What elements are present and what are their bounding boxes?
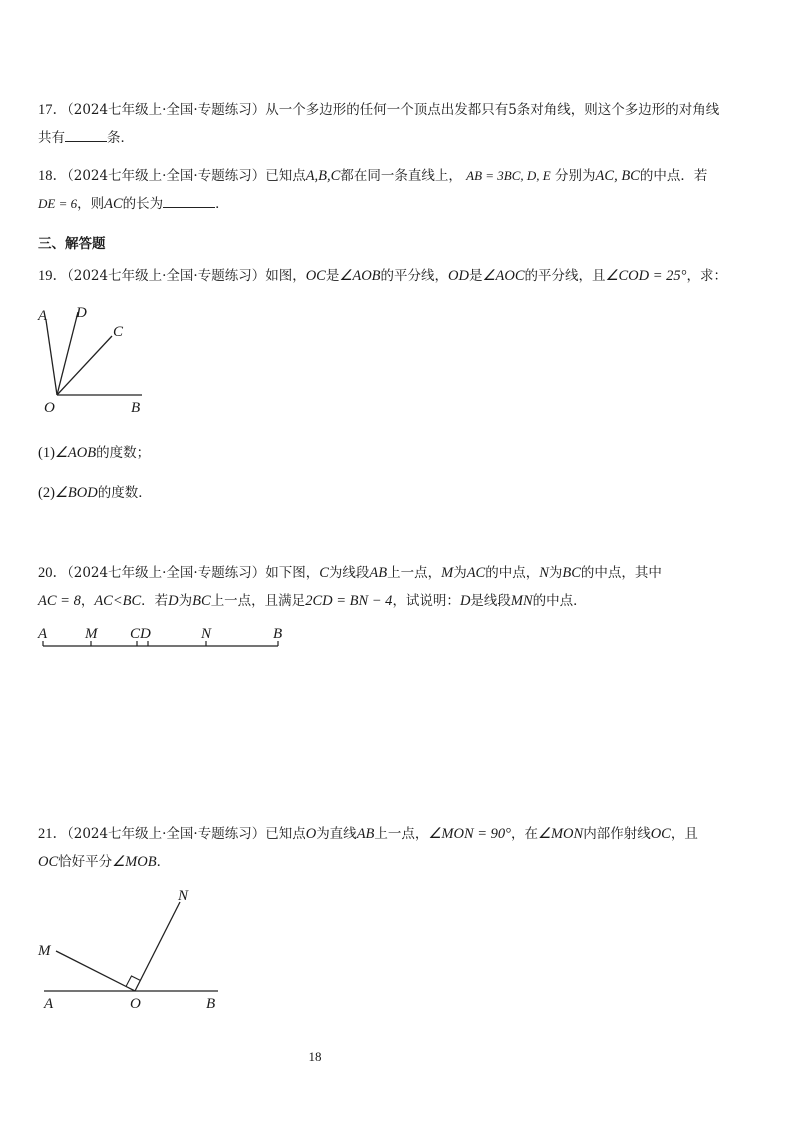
ray-om [56,951,135,991]
question-text: 上一点， [374,826,429,842]
question-text: 是线段 [470,593,511,609]
point-label-b: B [206,996,216,1012]
ray-oc [57,336,112,395]
question-text: ，则 [77,196,105,212]
q18-line2 [38,192,229,213]
point-label-a: A [38,308,48,324]
math-expression: D [459,593,471,609]
math-expression: A,B,C [305,168,341,184]
q21-line2 [38,850,170,871]
q19-part2 [38,481,152,502]
question-text: 内部作射线 [583,826,651,842]
ray-od [57,312,78,395]
math-expression: OC [650,826,671,842]
question-text: 为直线 [316,826,357,842]
question-source: （2024七年级上·全国·专题练习） [67,826,266,842]
question-text: 为 [548,565,563,581]
point-label-d: D [76,305,87,321]
question-text: 从一个多边形的任何一个顶点出发都只有5条对角线，则这个多边形的对角线 [265,102,720,118]
question-text: 的平分线，且 [524,268,606,284]
math-expression: AB [356,826,375,842]
math-expression: ∠MOB [112,854,157,870]
question-text: 为线段 [328,565,370,581]
math-expression: ∠AOB [54,445,97,461]
part-number: (2) [38,485,55,501]
q17-line1 [38,98,719,119]
math-expression: AB [369,565,388,581]
point-label-m: M [85,626,98,642]
question-text: 的平分线， [380,268,449,284]
point-label-o: O [44,400,55,416]
math-expression: ∠MON = 90° [428,826,511,842]
segment-figure-q20 [30,622,300,658]
question-number: 18． [38,168,67,184]
point-label-o: O [130,996,141,1012]
question-text: ． [156,854,171,870]
question-text: 的中点，其中 [580,565,662,581]
question-text: ，且 [670,826,698,842]
question-text: 上一点，且满足 [210,593,306,609]
math-expression: M [441,565,454,581]
question-text: 已知点 [265,826,306,842]
question-text: 的中点， [485,565,540,581]
math-expression: O [305,826,317,842]
question-text: 的中点． [532,593,587,609]
question-text: 恰好平分 [58,854,113,870]
question-text: 的度数． [97,485,152,501]
question-number: 17． [38,102,67,118]
point-label-m: M [38,943,51,959]
question-text: 上一点， [387,565,442,581]
question-text: 的长为 [122,196,164,212]
math-expression: BC [562,565,581,581]
math-expression: MN [510,593,533,609]
point-label-b: B [273,626,283,642]
math-expression: AC, BC [595,168,640,184]
question-text: 是 [469,268,483,284]
question-text: ．若 [141,593,169,609]
angle-figure-q19 [30,300,170,420]
math-expression: AC [466,565,486,581]
question-text: ． [215,196,229,212]
math-expression: ∠AOB [339,268,381,284]
q20-line2 [38,589,587,610]
q19-line1 [38,264,727,285]
question-text: ， [80,593,95,609]
math-expression: ∠AOC [482,268,525,284]
question-source: （2024七年级上·全国·专题练习） [67,168,266,184]
question-number: 21． [38,826,67,842]
question-text: 是 [325,268,340,284]
question-text: 条． [107,130,134,146]
math-expression: AC<BC [94,593,142,609]
point-label-cd: CD [130,626,151,642]
question-text: 为 [453,565,467,581]
question-text: 已知点 [265,168,306,184]
question-number: 20． [38,565,67,581]
math-expression: C [319,565,329,581]
math-expression: OC [305,268,326,284]
point-label-a: A [44,996,54,1012]
math-expression: OC [38,854,59,870]
question-text: 的中点．若 [639,168,708,184]
question-number: 19． [38,268,67,284]
ray-on [135,902,180,991]
question-source: （2024七年级上·全国·专题练习） [67,102,266,118]
point-label-n: N [178,888,189,904]
question-text: 为 [178,593,193,609]
math-expression: D [168,593,179,609]
question-text: 都在同一条直线上， [340,168,462,184]
point-label-a: A [38,626,48,642]
question-source: （2024七年级上·全国·专题练习） [67,268,266,284]
math-expression: 2CD = BN − 4 [305,593,393,609]
math-expression: ∠COD = 25° [605,268,687,284]
question-text: ，试说明： [392,593,460,609]
question-text: 的度数； [96,445,151,461]
section-heading: 三、解答题 [38,236,106,252]
question-text: 共有 [38,130,65,146]
math-expression: OD [448,268,469,284]
point-label-n: N [201,626,212,642]
question-text: ，求： [686,268,727,284]
question-text: 分别为 [555,168,596,184]
point-label-c: C [113,324,124,340]
q18-line1 [38,164,707,185]
q20-line1 [38,561,662,582]
math-expression: AB = 3BC, D, E [466,168,551,183]
answer-blank [65,129,107,142]
question-source: （2024七年级上·全国·专题练习） [67,565,266,581]
q21-line1 [38,822,698,843]
math-expression: ∠MON [537,826,584,842]
part-number: (1) [38,445,55,461]
question-text: 如下图， [265,565,320,581]
angle-figure-q21 [30,880,230,1012]
point-label-b: B [131,400,141,416]
math-expression: AC = 8 [38,593,81,609]
math-expression: N [539,565,549,581]
math-expression: AC [104,196,123,212]
question-text: 如图， [265,268,306,284]
math-expression: DE = 6 [38,196,78,211]
math-expression: BC [192,593,211,609]
ray-oa [46,320,57,395]
answer-blank [163,195,215,208]
math-expression: ∠BOD [54,485,98,501]
q19-part1 [38,441,150,462]
q17-line2 [38,126,134,146]
question-text: ，在 [510,826,538,842]
page-number: 18 [308,1049,322,1064]
